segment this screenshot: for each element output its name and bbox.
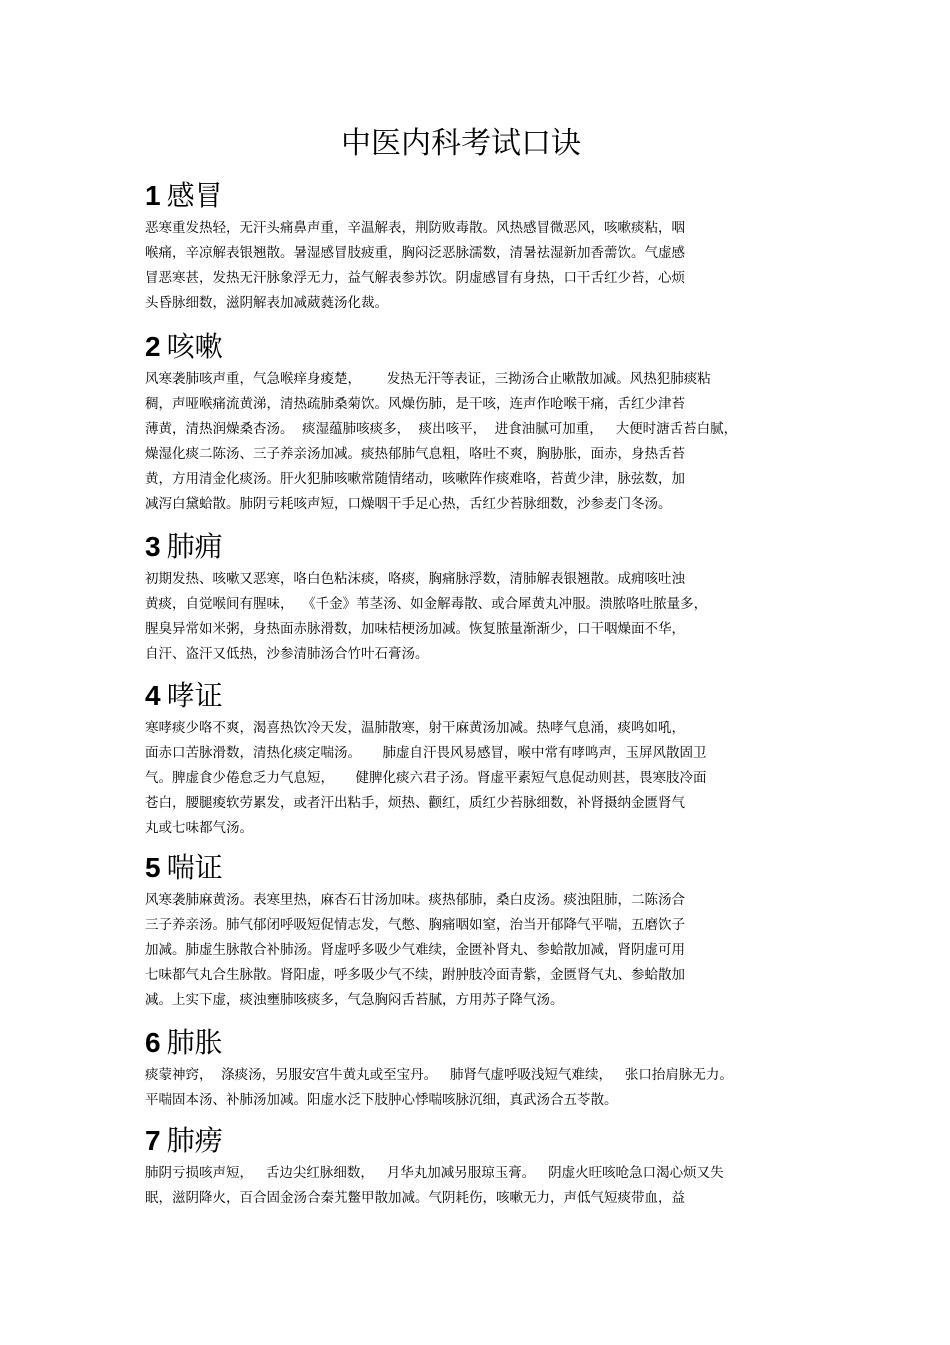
body-text-line: 寒哮痰少咯不爽，渴喜热饮冷天发，温肺散寒，射干麻黄汤加减。热哮气息涌，痰鸣如吼，: [145, 720, 685, 736]
section-number: 6: [145, 1027, 161, 1058]
section-number: 3: [145, 531, 161, 562]
section-number: 5: [145, 852, 161, 883]
section-name: 肺胀: [166, 1026, 223, 1059]
section-heading: [145, 178, 805, 214]
section-1: [145, 178, 805, 316]
body-text-line: 头昏脉细数，滋阴解表加减葳蕤汤化裁。: [145, 295, 388, 311]
body-text-line: 恶寒重发热轻，无汗头痛鼻声重，辛温解表，荆防败毒散。风热感冒微恶风，咳嗽痰粘，咽: [145, 220, 685, 236]
body-text-line: 黄，方用清金化痰汤。肝火犯肺咳嗽常随情绪动，咳嗽阵作痰难咯，苔黄少津，脉弦数，加: [145, 471, 685, 487]
body-text-line: 燥湿化痰二陈汤、三子养亲汤加减。痰热郁肺气息粗，咯吐不爽，胸胁胀，面赤，身热舌苔: [145, 446, 685, 462]
document-title: 中医内科考试口诀: [341, 126, 581, 161]
body-text-line: 薄黄，清热润燥桑杏汤。 痰湿蕴肺咳痰多， 痰出咳平， 进食油腻可加重， 大便时溏舌苔白腻，: [145, 421, 738, 437]
body-text-line: 喉痛，辛凉解表银翘散。暑湿感冒肢疲重，胸闷泛恶脉濡数，清暑祛湿新加香薷饮。气虚感: [145, 245, 685, 261]
body-text-line: 丸或七味都气汤。: [145, 820, 253, 836]
body-text-line: 腥臭异常如米粥，身热面赤脉滑数，加味桔梗汤加减。恢复脓量渐渐少，口干咽燥面不华，: [145, 621, 685, 637]
body-text-line: 风寒袭肺咳声重，气急喉痒身痠楚， 发热无汗等表证，三拗汤合止嗽散加减。风热犯肺痰粘: [145, 371, 711, 387]
section-4: [145, 678, 805, 841]
body-text-line: 稠，声哑喉痛流黄涕，清热疏肺桑菊饮。风燥伤肺，是干咳，连声作呛喉干痛，舌红少津苔: [145, 396, 685, 412]
section-number: 1: [145, 180, 161, 211]
section-heading: [145, 329, 805, 365]
section-number: 7: [145, 1125, 161, 1156]
section-heading: [145, 529, 805, 565]
section-heading: [145, 678, 805, 714]
section-7: [145, 1123, 805, 1211]
body-text-line: 面赤口苦脉滑数，清热化痰定喘汤。 肺虚自汗畏风易感冒，喉中常有哮鸣声，玉屏风散固卫: [145, 745, 707, 761]
section-heading: [145, 1123, 805, 1159]
section-name: 肺痈: [166, 530, 223, 563]
section-name: 肺痨: [166, 1124, 223, 1157]
body-text-line: 苍白，腰腿痠软劳累发，或者汗出粘手，烦热、颧红，质红少苔脉细数，补肾摄纳金匮肾气: [145, 795, 685, 811]
section-name: 喘证: [166, 851, 223, 884]
body-text-line: 肺阴亏损咳声短， 舌边尖红脉细数， 月华丸加减另服琼玉膏。 阴虚火旺咳呛急口渴心烦又失: [145, 1165, 724, 1181]
body-text-line: 平喘固本汤、补肺汤加减。阳虚水泛下肢肿心悸喘咳脉沉细，真武汤合五苓散。: [145, 1092, 618, 1108]
section-6: [145, 1025, 805, 1113]
body-text-line: 风寒袭肺麻黄汤。表寒里热，麻杏石甘汤加味。痰热郁肺，桑白皮汤。痰浊阻肺，二陈汤合: [145, 892, 685, 908]
body-text-line: 痰蒙神窍， 涤痰汤，另服安宫牛黄丸或至宝丹。 肺肾气虚呼吸浅短气难续， 张口抬肩脉无力。: [145, 1067, 733, 1083]
body-text-line: 三子养亲汤。肺气郁闭呼吸短促情志发，气憋、胸痛咽如窒，治当开郁降气平喘，五磨饮子: [145, 917, 685, 933]
section-5: [145, 850, 805, 1013]
body-text-line: 减泻白黛蛤散。肺阴亏耗咳声短，口燥咽干手足心热，舌红少苔脉细数，沙参麦门冬汤。: [145, 496, 672, 512]
body-text-line: 初期发热、咳嗽又恶寒，咯白色粘沫痰，咯痰，胸痛脉浮数，清肺解表银翘散。成痈咳吐浊: [145, 571, 685, 587]
section-heading: [145, 1025, 805, 1061]
body-text-line: 七味都气丸合生脉散。肾阳虚，呼多吸少气不续，跗肿肢冷面青紫，金匮肾气丸、参蛤散加: [145, 967, 685, 983]
section-3: [145, 529, 805, 667]
section-name: 感冒: [166, 179, 223, 212]
section-heading: [145, 850, 805, 886]
section-name: 哮证: [166, 679, 223, 712]
section-number: 2: [145, 331, 161, 362]
body-text-line: 气。脾虚食少倦怠乏力气息短， 健脾化痰六君子汤。肾虚平素短气息促动则甚，畏寒肢冷面: [145, 770, 707, 786]
section-number: 4: [145, 680, 161, 711]
body-text-line: 眠，滋阴降火，百合固金汤合秦艽鳖甲散加减。气阴耗伤，咳嗽无力，声低气短痰带血，益: [145, 1190, 685, 1206]
body-text-line: 冒恶寒甚，发热无汗脉象浮无力，益气解表参苏饮。阴虚感冒有身热，口干舌红少苔，心烦: [145, 270, 685, 286]
body-text-line: 自汗、盗汗又低热，沙参清肺汤合竹叶石膏汤。: [145, 646, 429, 662]
body-text-line: 减。上实下虚，痰浊壅肺咳痰多，气急胸闷舌苔腻，方用苏子降气汤。: [145, 992, 564, 1008]
section-name: 咳嗽: [166, 330, 223, 363]
body-text-line: 黄痰，自觉喉间有腥味， 《千金》苇茎汤、如金解毒散、或合犀黄丸冲服。溃脓咯吐脓量多，: [145, 596, 708, 612]
section-2: [145, 329, 805, 517]
body-text-line: 加减。肺虚生脉散合补肺汤。肾虚呼多吸少气难续，金匮补肾丸、参蛤散加减，肾阴虚可用: [145, 942, 685, 958]
